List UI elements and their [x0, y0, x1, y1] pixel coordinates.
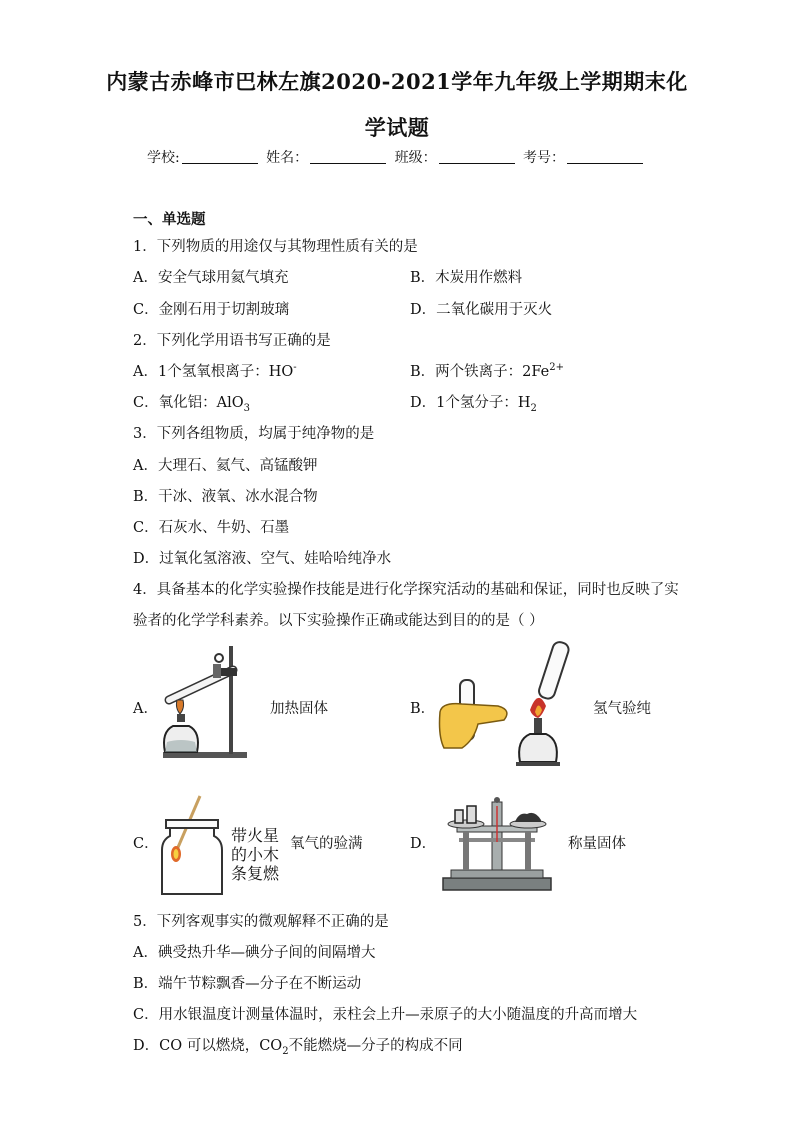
q2-option-d — [410, 391, 537, 414]
q2-option-c — [133, 391, 250, 414]
q2-option-b-text: B．两个铁离子：2Fe — [410, 364, 550, 380]
school-blank — [182, 149, 258, 164]
q4-option-c-letter: C． — [133, 836, 159, 852]
student-info-row — [0, 147, 794, 167]
q4-stem-line1: 4．具备基本的化学实验操作技能是进行化学探究活动的基础和保证，同时也反映了实 — [133, 582, 679, 598]
caption-line-2: 的小木 — [231, 845, 280, 864]
q2-option-c-text: C．氧化铝：AlO — [133, 395, 244, 411]
caption-line-3: 条复燃 — [231, 864, 280, 883]
q5-option-d-post: 不能燃烧—分子的构成不同 — [288, 1038, 463, 1054]
q4-option-c-label: 氧气的验满 — [290, 836, 363, 852]
q3-option-c: C．石灰水、牛奶、石墨 — [133, 520, 290, 536]
q2-option-a — [133, 360, 297, 381]
q2-option-b — [410, 360, 564, 381]
class-blank — [439, 149, 515, 164]
exam-title-line2: 学试题 — [364, 115, 430, 140]
q1-option-d: D．二氧化碳用于灭火 — [410, 302, 553, 318]
q1-option-b: B．木炭用作燃料 — [410, 270, 523, 286]
q4-stem-line2: 验者的化学学科素养。以下实验操作正确或能达到目的的是（ ） — [133, 613, 544, 629]
q3-option-a: A．大理石、氦气、高锰酸钾 — [133, 458, 318, 474]
class-label: 班级： — [394, 150, 437, 166]
oxygen-full-test-figure — [160, 792, 228, 898]
q4-option-b-label: 氢气验纯 — [593, 701, 651, 717]
hydrogen-test-figure — [438, 640, 578, 770]
q2-stem: 2．下列化学用语书写正确的是 — [133, 333, 331, 349]
balance-figure — [437, 790, 557, 894]
q4-option-d-label: 称量固体 — [568, 836, 626, 852]
q4-option-b-letter: B． — [410, 701, 436, 717]
q3-option-d: D．过氧化氢溶液、空气、娃哈哈纯净水 — [133, 551, 392, 567]
q5-option-c: C．用水银温度计测量体温时，汞柱会上升—汞原子的大小随温度的升高而增大 — [133, 1007, 638, 1023]
exam-number-blank — [567, 149, 643, 164]
q1-stem: 1．下列物质的用途仅与其物理性质有关的是 — [133, 239, 418, 255]
school-label: 学校: — [146, 150, 180, 166]
caption-line-1: 带火星 — [231, 826, 280, 845]
name-blank — [310, 149, 386, 164]
q5-option-d-pre: D．CO 可以燃烧，CO — [133, 1038, 283, 1054]
q1-option-a: A．安全气球用氦气填充 — [133, 270, 289, 286]
q2-option-a-text: A．1个氢氧根离子：HO — [133, 364, 294, 380]
q1-option-c: C．金刚石用于切割玻璃 — [133, 302, 290, 318]
q5-option-d — [133, 1034, 463, 1057]
q3-option-b: B．干冰、液氧、冰水混合物 — [133, 489, 318, 505]
q4-option-a-label: 加热固体 — [270, 701, 328, 717]
section-heading: 一、单选题 — [133, 211, 206, 228]
q5-stem: 5．下列客观事实的微观解释不正确的是 — [133, 914, 389, 930]
q5-option-a: A．碘受热升华—碘分子间的间隔增大 — [133, 945, 376, 961]
q2-option-d-sub: 2 — [530, 402, 537, 414]
q5-option-b: B．端午节粽飘香—分子在不断运动 — [133, 976, 362, 992]
exam-number-label: 考号： — [523, 150, 566, 166]
exam-title-line1: 内蒙古赤峰市巴林左旗2020-2021学年九年级上学期期末化 — [106, 69, 688, 94]
q5-option-d-sub: 2 — [282, 1045, 289, 1057]
q3-stem: 3．下列各组物质，均属于纯净物的是 — [133, 426, 375, 442]
q2-option-b-sup: 2+ — [549, 362, 564, 374]
q2-option-d-text: D．1个氢分子：H — [410, 395, 531, 411]
name-label: 姓名： — [266, 150, 309, 166]
heating-solid-apparatus-figure — [155, 642, 255, 762]
q4-option-d-letter: D． — [410, 836, 437, 852]
burning-splint-caption — [231, 826, 279, 883]
q2-option-a-sup: - — [293, 362, 297, 374]
q2-option-c-sub: 3 — [243, 402, 250, 414]
q4-option-a-letter: A． — [133, 701, 158, 717]
